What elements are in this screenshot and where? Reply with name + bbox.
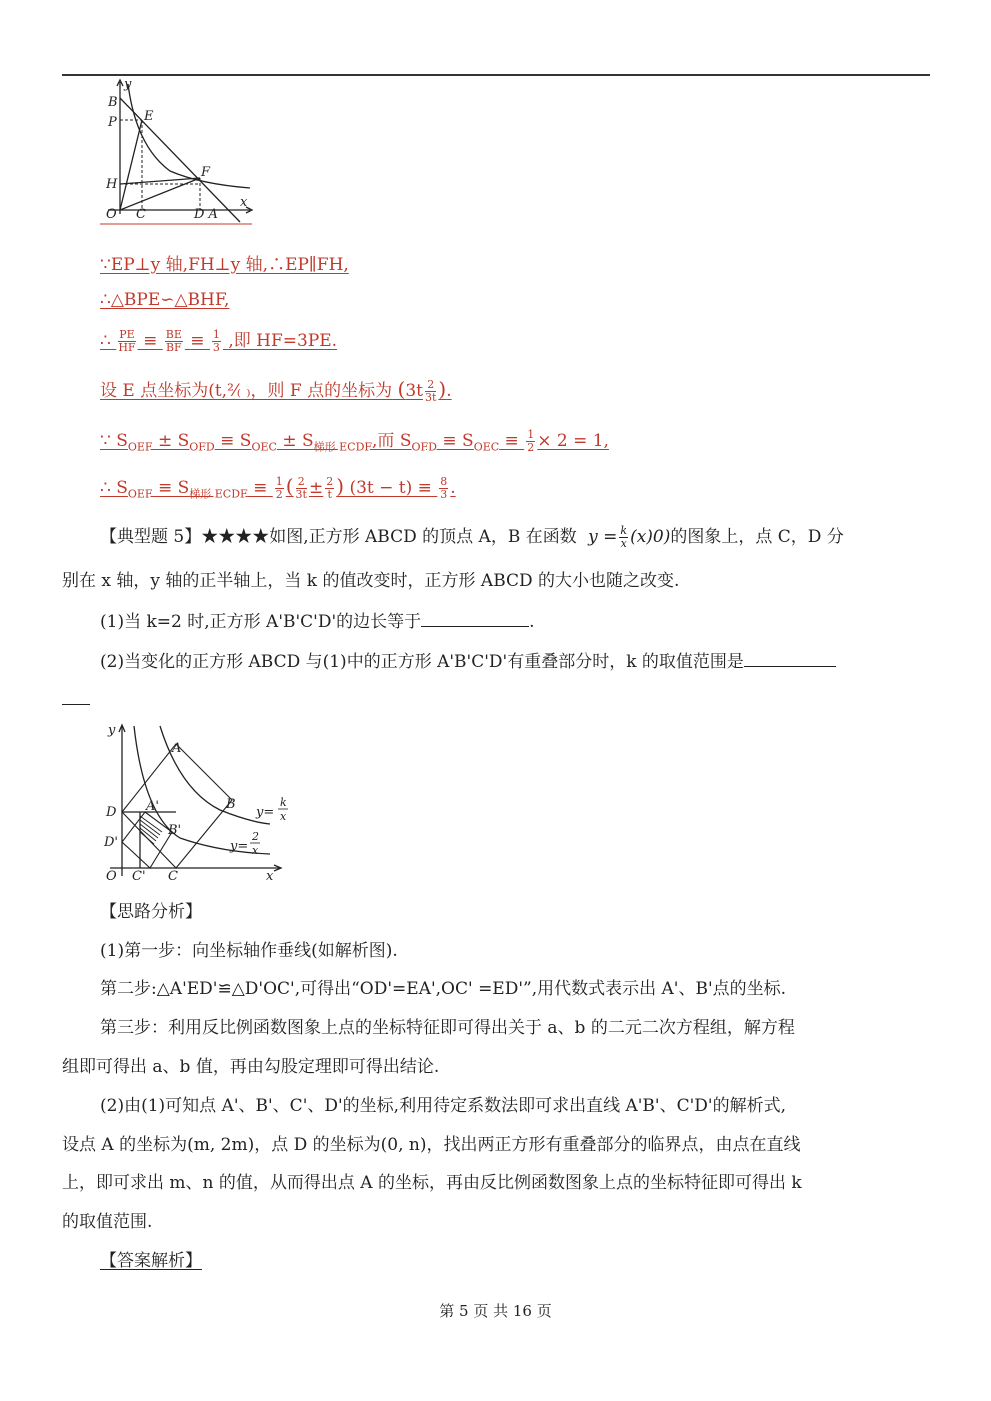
analysis-p4c: 上，即可求出 m、n 的值，从而得出点 A 的坐标，再由反比例函数图象上点的坐标特征即可得出 k bbox=[62, 1173, 802, 1193]
analysis-p4a: (2)由(1)可知点 A'、B'、C'、D'的坐标,利用待定系数法即可求出直线 A'B'、C'D'的解析式, bbox=[100, 1096, 786, 1116]
problem-line-1: 【典型题 5】★★★★如图,正方形 ABCD 的顶点 A，B 在函数 y = $\frac{k}{x}$ (x)0)的图象上，点 C，D 分 bbox=[100, 523, 844, 550]
fig2-label-c: C bbox=[168, 869, 178, 880]
fig1-label-y: y bbox=[124, 77, 132, 92]
solution-line-1: ∵EP⊥y 轴,FH⊥y 轴,∴EP∥FH, bbox=[100, 255, 349, 275]
fig1-label-o: O bbox=[106, 207, 117, 222]
fig2-label-y: y bbox=[108, 723, 116, 738]
answer-blank-2[interactable] bbox=[744, 652, 836, 667]
fig2-label-a: A bbox=[172, 741, 182, 756]
page-footer: 第 5 页 共 16 页 bbox=[439, 1302, 552, 1320]
answer-blank-2-continued[interactable] bbox=[62, 690, 90, 710]
analysis-p3a: 第三步：利用反比例函数图象上点的坐标特征即可得出关于 a、b 的二元二次方程组，解方程 bbox=[100, 1018, 795, 1038]
fig2-label-k: k bbox=[280, 796, 287, 809]
fig1-label-x: x bbox=[240, 195, 248, 210]
solution-line-4: 设 E 点坐标为(t,²⁄₍ ₎，则 F 点的坐标为 (3t $\frac{2}{3t}$ ). bbox=[100, 377, 452, 404]
fig2-label-d: D bbox=[106, 805, 117, 820]
fig1-label-da: D A bbox=[194, 207, 218, 222]
fig1-label-e: E bbox=[144, 109, 154, 124]
fig2-label-b-prime: B' bbox=[168, 823, 182, 838]
fig2-label-x: x bbox=[266, 869, 274, 880]
fig2-label-a-prime: A' bbox=[146, 799, 159, 814]
answer-title: 【答案解析】 bbox=[100, 1251, 202, 1271]
fig2-label-d-prime: D' bbox=[104, 835, 118, 850]
fig2-label-x2: x bbox=[252, 844, 259, 857]
solution-line-5: ∵ $S_{OEF} \pm S_{OFD} \equiv S_{OEC} \pm S_{梯形 ECDF}$,而 $S_{OFD} \equiv S_{OEC}$ ≡ $\frac{1}{2}$ × 2 = 1, bbox=[100, 427, 609, 454]
fig1-label-p: P bbox=[108, 115, 117, 130]
fig2-label-two: 2 bbox=[252, 830, 259, 843]
fig2-label-c-prime: C' bbox=[132, 869, 146, 880]
fig1-label-f: F bbox=[201, 165, 211, 180]
analysis-title: 【思路分析】 bbox=[100, 902, 202, 922]
solution-line-6: ∴ $S_{OEF} \equiv S_{梯形 ECDF}$ ≡ $\frac{1}{2}$ ( $\frac{2}{3t}$ ± $\frac{2}{t}$ ) (3t − t) ≡ $\frac{8}{3}$ . bbox=[100, 474, 456, 501]
fig1-label-b: B bbox=[108, 95, 118, 110]
analysis-p4d: 的取值范围. bbox=[62, 1212, 153, 1232]
analysis-p2: 第二步:△A'ED'≌△D'OC',可得出“OD'=EA',OC' =ED'”,用代数式表示出 A'、B'点的坐标. bbox=[100, 979, 787, 999]
figure-2-diagram bbox=[100, 720, 300, 880]
fig2-label-yk: y= bbox=[256, 805, 275, 820]
analysis-p4b: 设点 A 的坐标为(m, 2m)，点 D 的坐标为(0, n)，找出两正方形有重叠部分的临界点，由点在直线 bbox=[62, 1135, 801, 1155]
solution-line-3: ∴ $\frac{PE}{HF}$ ≡ $\frac{BE}{BF}$ ≡ $\frac{1}{3}$ ,即 HF=3PE. bbox=[100, 327, 338, 354]
fig1-label-c: C bbox=[136, 207, 146, 222]
fig1-label-h: H bbox=[106, 177, 118, 192]
analysis-p3b: 组即可得出 a、b 值，再由勾股定理即可得出结论. bbox=[62, 1057, 440, 1077]
question-2: (2)当变化的正方形 ABCD 与(1)中的正方形 A'B'C'D'有重叠部分时，k 的取值范围是 bbox=[100, 647, 836, 672]
analysis-p1: (1)第一步：向坐标轴作垂线(如解析图). bbox=[100, 941, 398, 961]
fig2-label-y2: y= bbox=[230, 839, 249, 854]
problem-line-2: 别在 x 轴，y 轴的正半轴上，当 k 的值改变时，正方形 ABCD 的大小也随之改变. bbox=[62, 571, 680, 591]
figure-1-diagram bbox=[100, 76, 260, 226]
fig2-label-b: B bbox=[226, 797, 236, 812]
fig2-label-o: O bbox=[106, 869, 117, 880]
question-1: (1)当 k=2 时,正方形 A'B'C'D'的边长等于 . bbox=[100, 612, 535, 632]
solution-line-2: ∴△BPE∽△BHF, bbox=[100, 290, 230, 310]
answer-blank-1[interactable] bbox=[421, 612, 529, 627]
fig2-label-kx: x bbox=[280, 810, 287, 823]
